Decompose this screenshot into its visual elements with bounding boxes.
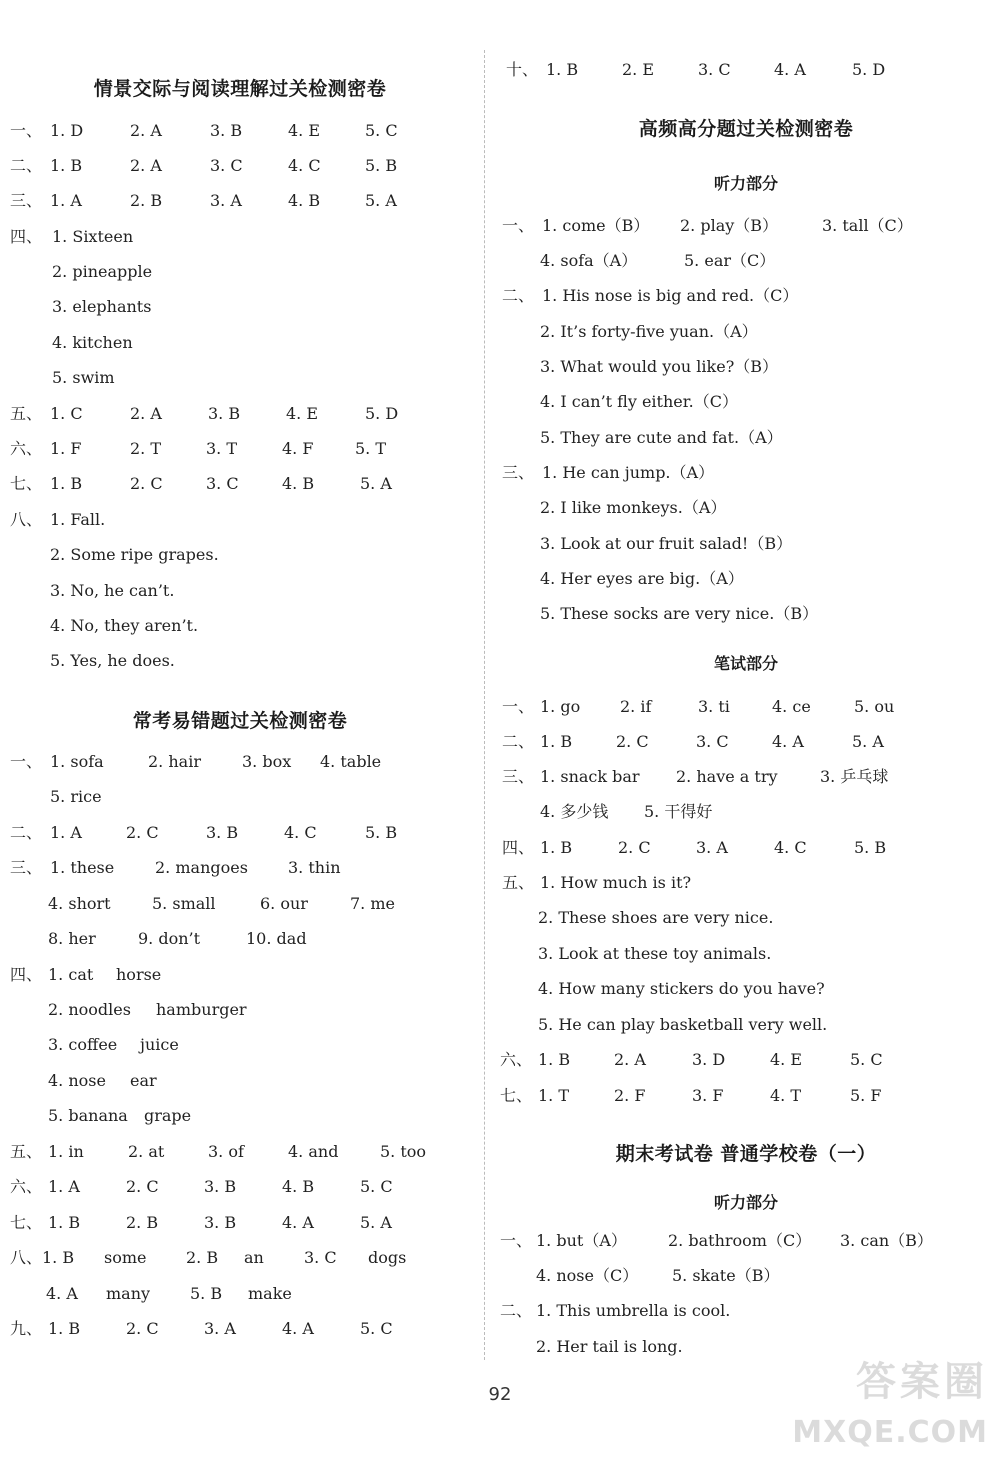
answer-row: 三、 1. these 2. mangoes 3. thin: [10, 858, 341, 877]
answer-line: 2. It’s forty-five yuan.（A）: [540, 322, 758, 341]
answer-line: 2. These shoes are very nice.: [538, 908, 774, 927]
answer-row: 二、 1. B 2. A 3. C 4. C 5. B: [10, 156, 398, 175]
part-subtitle: 听力部分: [713, 1193, 778, 1212]
answer-row: 七、 1. T 2. F 3. F 4. T 5. F: [500, 1086, 882, 1105]
answer-row: 4. nose ear: [48, 1071, 157, 1090]
answer-row: 4. nose（C） 5. skate（B）: [536, 1266, 780, 1285]
answer-row: 七、 1. B 2. B 3. B 4. A 5. A: [10, 1213, 392, 1232]
answer-row: 二、 1. His nose is big and red.（C）: [502, 286, 799, 305]
section-title: 高频高分题过关检测密卷: [638, 118, 854, 140]
answer-row: 九、 1. B 2. C 3. A 4. A 5. C: [10, 1319, 393, 1338]
answer-row: 三、 1. He can jump.（A）: [502, 463, 715, 482]
answer-row: 一、 1. come（B） 2. play（B） 3. tall（C）: [502, 216, 913, 235]
answer-row: 六、 1. B 2. A 3. D 4. E 5. C: [500, 1050, 883, 1069]
answer-row: 六、 1. F 2. T 3. T 4. F 5. T: [10, 439, 387, 458]
answer-line: 5. He can play basketball very well.: [538, 1015, 828, 1034]
answer-row: 五、 1. in 2. at 3. of 4. and 5. too: [10, 1142, 427, 1161]
answer-row: 一、 1. go 2. if 3. ti 4. ce 5. ou: [502, 697, 895, 716]
answer-row: 十、 1. B 2. E 3. C 4. A 5. D: [506, 60, 886, 79]
part-subtitle: 笔试部分: [713, 654, 778, 673]
answer-row: 四、 1. Sixteen: [10, 227, 134, 246]
answer-line: 5. rice: [50, 787, 102, 806]
answer-line: 3. elephants: [52, 297, 152, 316]
section-title: 期末考试卷 普通学校卷（一）: [615, 1143, 877, 1165]
watermark-text: 答案圈: [856, 1359, 988, 1405]
answer-row: 4. A many 5. B make: [46, 1284, 292, 1303]
answer-row: 5. banana grape: [48, 1106, 192, 1125]
page-number: 92: [488, 1384, 512, 1405]
answer-row: 七、 1. B 2. C 3. C 4. B 5. A: [10, 474, 392, 493]
answer-line: 2. Her tail is long.: [536, 1337, 683, 1356]
part-subtitle: 听力部分: [713, 174, 778, 193]
answer-row: 4. 多少钱 5. 干得好: [540, 802, 713, 821]
answer-row: 一、 1. but（A） 2. bathroom（C） 3. can（B）: [500, 1231, 933, 1250]
section-title: 常考易错题过关检测密卷: [132, 710, 348, 732]
answer-line: 3. What would you like?（B）: [540, 357, 779, 376]
answer-row: 一、 1. sofa 2. hair 3. box 4. table: [10, 752, 382, 771]
answer-row: 二、 1. B 2. C 3. C 4. A 5. A: [502, 732, 884, 751]
answer-line: 3. Look at our fruit salad!（B）: [540, 534, 793, 553]
column-divider: [484, 50, 485, 1360]
answer-line: 5. They are cute and fat.（A）: [540, 428, 783, 447]
answer-line: 4. kitchen: [52, 333, 133, 352]
answer-row: 四、 1. B 2. C 3. A 4. C 5. B: [502, 838, 887, 857]
answer-line: 4. No, they aren’t.: [50, 616, 199, 635]
answer-line: 2. I like monkeys.（A）: [540, 498, 727, 517]
answer-row: 八、 1. B some 2. B an 3. C dogs: [10, 1248, 407, 1267]
section-title: 情景交际与阅读理解过关检测密卷: [93, 78, 387, 100]
answer-row: 4. short 5. small 6. our 7. me: [48, 894, 395, 913]
watermark-url: MXQE.COM: [792, 1415, 988, 1450]
answer-line: 4. Her eyes are big.（A）: [540, 569, 744, 588]
answer-row: 一、 1. D 2. A 3. B 4. E 5. C: [10, 121, 398, 140]
answer-line: 4. I can’t fly either.（C）: [540, 392, 738, 411]
answer-line: 3. Look at these toy animals.: [538, 944, 772, 963]
answer-row: 六、 1. A 2. C 3. B 4. B 5. C: [10, 1177, 393, 1196]
answer-row: 8. her 9. don’t 10. dad: [48, 929, 307, 948]
answer-line: 4. How many stickers do you have?: [538, 979, 825, 998]
answer-row: 4. sofa（A） 5. ear（C）: [540, 251, 776, 270]
answer-line: 2. Some ripe grapes.: [50, 545, 219, 564]
answer-row: 三、 1. snack bar 2. have a try 3. 乒乓球: [502, 767, 889, 786]
answer-row: 四、 1. cat horse: [10, 965, 162, 984]
answer-row: 五、 1. C 2. A 3. B 4. E 5. D: [10, 404, 399, 423]
answer-row: 三、 1. A 2. B 3. A 4. B 5. A: [10, 191, 397, 210]
answer-line: 2. pineapple: [52, 262, 153, 281]
answer-row: 二、 1. This umbrella is cool.: [500, 1301, 731, 1320]
answer-line: 5. Yes, he does.: [50, 651, 175, 670]
watermark-logo: [792, 1350, 988, 1450]
answer-row: 八、 1. Fall.: [10, 510, 106, 529]
answer-line: 5. These socks are very nice.（B）: [540, 604, 819, 623]
answer-row: 二、 1. A 2. C 3. B 4. C 5. B: [10, 823, 398, 842]
answer-line: 3. No, he can’t.: [50, 581, 175, 600]
answer-row: 五、 1. How much is it?: [502, 873, 692, 892]
answer-line: 5. swim: [52, 368, 115, 387]
answer-row: 2. noodles hamburger: [48, 1000, 247, 1019]
answer-row: 3. coffee juice: [48, 1035, 179, 1054]
